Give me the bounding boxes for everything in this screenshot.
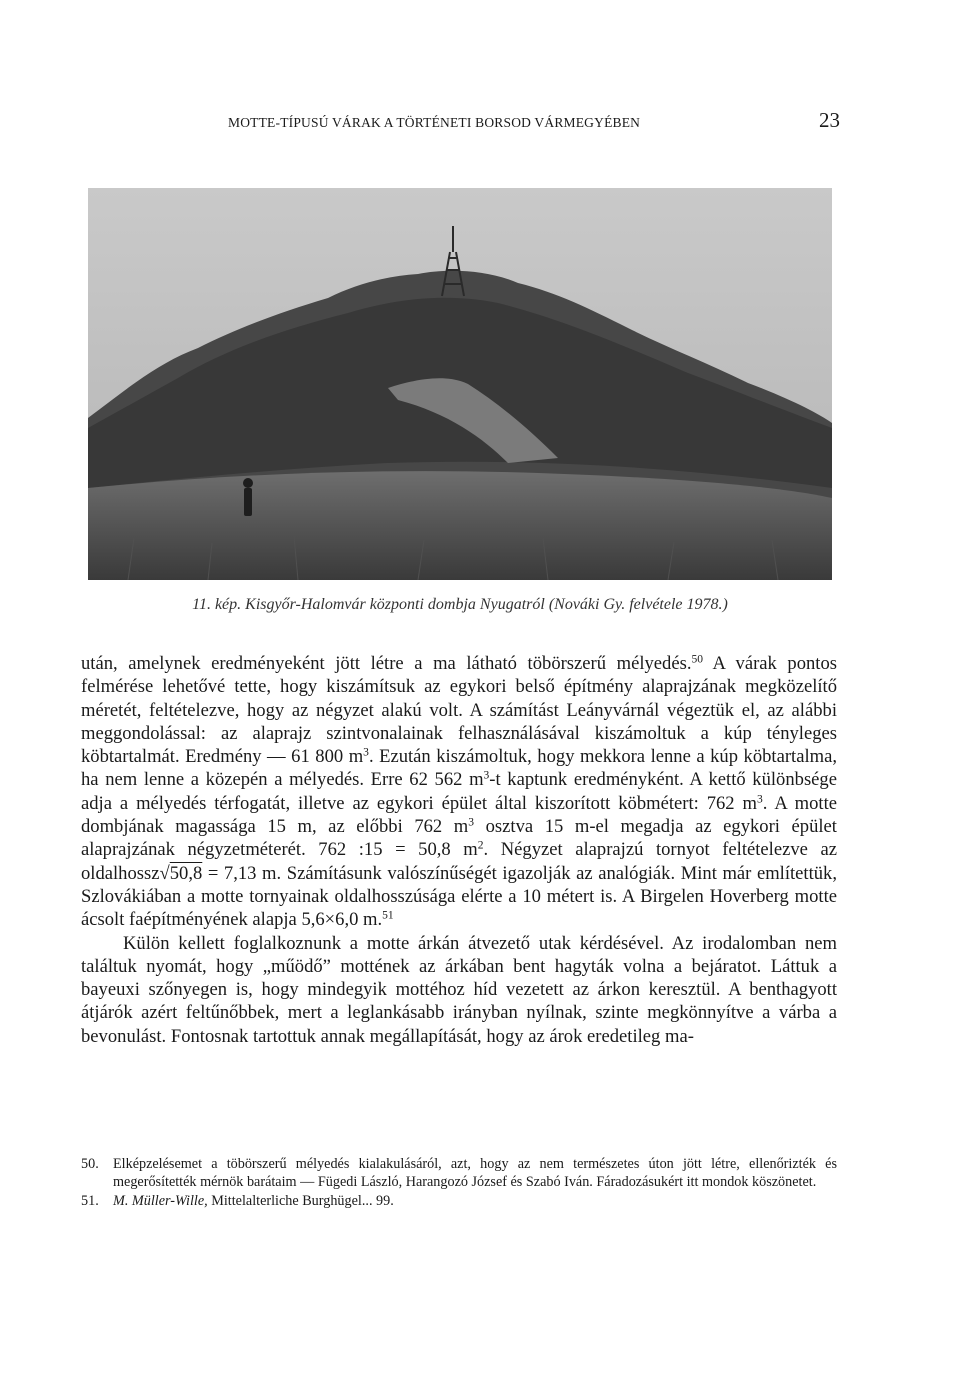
footnote-number: 50. bbox=[81, 1156, 99, 1172]
figure-photo bbox=[88, 188, 832, 580]
footnote-ref-51: 51 bbox=[382, 909, 394, 922]
standing-person bbox=[243, 478, 253, 516]
footnote-number: 51. bbox=[81, 1193, 99, 1209]
footnote-author: M. Müller-Wille, bbox=[113, 1193, 208, 1209]
footnote-51 bbox=[81, 1193, 837, 1211]
paragraph-1: után, amelynek eredményeként jött létre a ma látható töbörszerű mélyedés.$^{50}$ A várak pontos felmérése lehetővé tette, hogy kiszámítsuk az egykori belső építmény alaprajzának megközelítő méretét, feltételezve, hogy az négyzet alakú volt. A számítást Leányvárnál végeztük el, az alábbi meggondolással: az alaprajz szintvonalainak felhasználásával kiszámoltuk a kúp tényleges köbtartalmát. Eredmény — 61 800 $m^3$. Ezután kiszámoltuk, hogy mekkora lenne a kúp köbtartalma, ha nem lenne a közepén a mélyedés. Erre 62 562 $m^3-t$ kaptunk eredményként. A kettő különbsége adja a mélyedés térfogatát, illetve az egykori épület által kiszorított köbmétert: 762 $m^3$. A motte dombjának magassága 15 m, az előbbi 762 $m^3$ osztva 15 m-el megadja az egykori épület alaprajzának négyzetméterét. 762 :15 = 50,8 $m^2$. Négyzet alaprajzú tornyot feltételezve az oldalhossz√50,8 = 7,13 m. Számításunk valószínűségét igazolják az analógiák. Mint már említettük, Szlovákiában a motte tornyainak oldalhosszúsága elérte a 10 métert is. A Birgelen Hoverberg motte ácsolt faépítményének alapja 5,6×6,0 m.$^{51}$ bbox=[81, 653, 838, 931]
sqrt-radicand: 50,8 bbox=[169, 862, 203, 884]
figure-caption: 11. kép. Kisgyőr-Halomvár központi dombja Nyugatról (Nováki Gy. felvétele 1978.) bbox=[192, 596, 728, 613]
running-header bbox=[228, 108, 840, 138]
running-title: MOTTE-TÍPUSÚ VÁRAK A TÖRTÉNETI BORSOD VÁRMEGYÉBEN bbox=[228, 115, 641, 130]
page-number: 23 bbox=[819, 108, 840, 132]
footnotes bbox=[81, 1156, 837, 1213]
paragraph-2: Külön kellett foglalkoznunk a motte árkán átvezető utak kérdésével. Az irodalomban nem találtuk nyomát, hogy „műödő” mottének az árkában bent hagyták volna a bejáratot. Láttuk a bayeuxi szőnyegen is, hogy mindegyik mottéhoz híd vezetett az árkon keresztül. A benthagyott átjárók azért feltűnőbbek, mert a leglankásabb irányban nyílnak, szinte megkönnyítve a várba a bevonulást. Fontosnak tartottuk annak megállapítását, hogy az árok eredetileg ma- bbox=[81, 932, 837, 1047]
body-text bbox=[81, 652, 837, 1048]
sqrt-sign: √ bbox=[159, 862, 170, 884]
footnote-text: M. Müller-Wille, Mittelalterliche Burghügel... 99. bbox=[113, 1193, 394, 1209]
footnote-50 bbox=[81, 1156, 837, 1191]
footnote-text: Elképzelésemet a töbörszerű mélyedés kialakulásáról, azt, hogy az nem természetes úton jött létre, ellenőrizték és megerősítették mérnök barátaim — Fügedi László, Harangozó József és Szabó Iván. Fáradozásukért itt mondok köszönetet. bbox=[113, 1156, 837, 1190]
footnote-ref-50: 50 bbox=[691, 653, 703, 666]
